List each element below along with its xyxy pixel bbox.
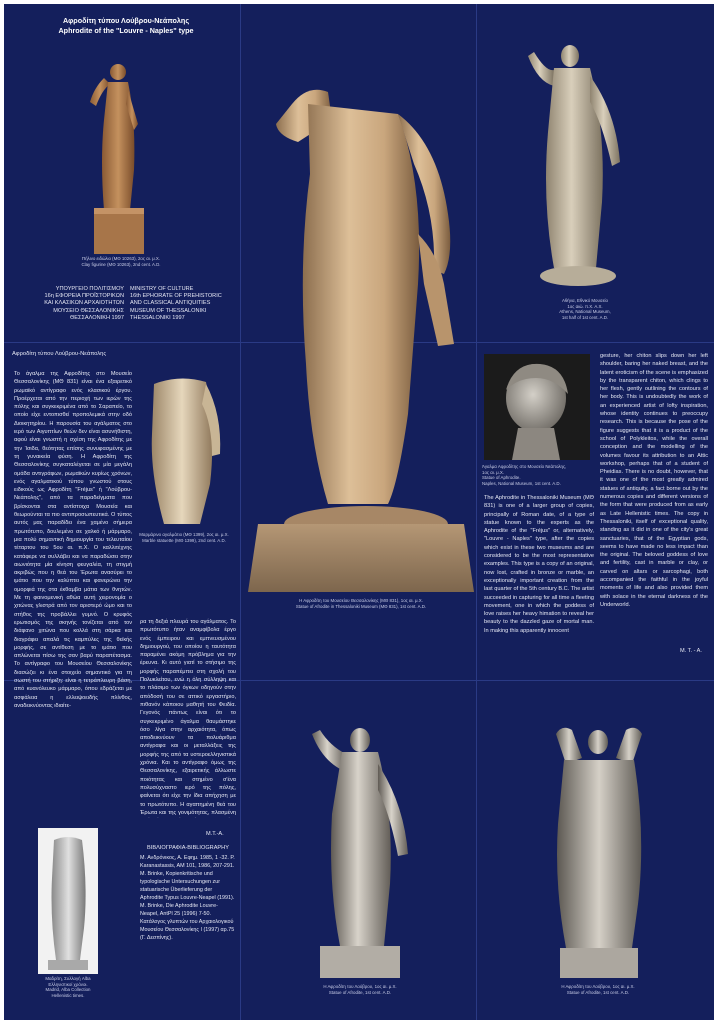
clay-figurine-caption: Πήλινο ειδώλιο (ΜΘ 10263), 2ος αι. μ.Χ. Clay figurine (MΘ 10263), 2nd cent. A.D. bbox=[81, 256, 161, 267]
louvre-statue-2-icon bbox=[542, 724, 656, 980]
thessaloniki-statue-icon bbox=[248, 84, 474, 592]
naples-head-photo bbox=[484, 354, 590, 460]
louvre-statue-1-caption: Η Αφροδίτη του Λούβρου, 1ος αι. μ.Χ. Statue of Afrodite, 1st cent. A.D. bbox=[323, 984, 397, 995]
louvre-statue-1-icon bbox=[300, 724, 418, 980]
marble-statuette-caption: Μαρμάρινο αγαλμάτιο (ΜΘ 1399), 2ος αι. μ.Χ. Marble statuette (MΘ 1399), 2nd cent. A.D. bbox=[139, 532, 229, 543]
louvre-statue-2-image bbox=[542, 724, 656, 980]
louvre-statue-2-caption: Η Αφροδίτη του Λούβρου, 1ος αι. μ.Χ. Statue of Afrodite, 1st cent. A.D. bbox=[561, 984, 635, 995]
leaflet-sheet bbox=[4, 4, 714, 1020]
ministry-english: MINISTRY OF CULTURE 16th EPHORATE OF PREHISTORIC AND CLASSICAL ANTIQUITIES MUSEUM OF THESSALONIKI THESSALONIKI 1997 bbox=[130, 286, 222, 321]
leaflet-title bbox=[12, 16, 240, 36]
marble-head-icon bbox=[484, 354, 590, 460]
clay-figurine-image bbox=[82, 60, 152, 254]
thessaloniki-statue-image bbox=[248, 84, 474, 592]
ministry-greek: ΥΠΟΥΡΓΕΙΟ ΠΟΛΙΤΙΣΜΟΥ 16η ΕΦΟΡΕΙΑ ΠΡΟΪΣΤΟΡΙΚΩΝ ΚΑΙ ΚΛΑΣΙΚΩΝ ΑΡΧΑΙΟΤΗΤΩΝ ΜΟΥΣΕΙΟ ΘΕΣΣΑΛΟΝΙΚΗΣ ΘΕΣΣΑΛΟΝΙΚΗ 1997 bbox=[44, 286, 124, 321]
title-greek: Αφροδίτη τύπου Λούβρου-Νεάπολης bbox=[62, 16, 190, 25]
louvre-statue-1-image bbox=[300, 724, 418, 980]
athens-statue-caption: Αθήνα, Εθνικό Μουσείο 1ος αιώ. π.Χ. Α.Χ. Athens, National Museum, 1st half of 1st cent. A.D. bbox=[559, 298, 611, 320]
alba-statue-caption: Μαδρίτη, Συλλογή Alba Ελληνιστικοί χρόνοι. Madrid, Alba Collection Hellenistic times. bbox=[45, 976, 91, 998]
athens-statue-icon bbox=[520, 42, 632, 294]
greek-text-column-2: ρα τη δεξιά πλευρά του αγάλματος. Το πρωτότυπο ήταν αναμφίβολα έργο ενός έμπειρου και εμπνευσμένου δημιουργού, του οποίου η ταυτότητα παραμένει ακόμη πρόβλημα για την έρευνα. Κι αυτό γιατί το στήσιμο της μορφής παραπέμπει στη σχολή του Πολυκλείτου, ενώ η όλη σύλληψη και το πλάσιμο των όγκων οδηγούν στην απόδοσή του σε αττικό εργαστήριο, πιθανόν κάποιου μαθητή του Φειδία. Γεγονός πάντως είναι ότι το συγκεκριμένο άγαλμα θαυμάστηκε όσο λίγα στην αρχαιότητα, όπως αποδεικνύουν τα πολυάριθμα αντίγραφα και οι μεταλλάξεις της μορφής της από τα υστεροελληνιστικά χρόνια. Και το αντίγραφο όμως της Θεσσαλονίκης, εξαιρετικής άλλωστε ποιότητας και στημένο σ'ένα πολυσύχναστο ιερό της πόλης, φαίνεται ότι είχε την ίδια απήχηση με το πρωτότυπο. Η αγαπημένη θεά του Έρωτα και της γονιμότητας, πλασμένη bbox=[140, 619, 236, 816]
marble-statuette-image bbox=[140, 374, 226, 528]
alba-statue-photo bbox=[38, 828, 98, 974]
greek-text-signature: Μ.Τ.-Α. bbox=[206, 831, 224, 837]
greek-text-heading: Αφροδίτη τύπου Λούβρου-Νεάπολης bbox=[12, 351, 107, 357]
alba-statue-icon bbox=[38, 828, 98, 974]
english-text-column-1: The Aphrodite in Thessaloniki Museum (MΘ 831) is one of a larger group of copies, principally of Roman date, of a type of statue known to the experts as the Aphrodite of the "Fréjus" or, alternatively, "Louvre - Naples" type, after the copies which exist in these two museums and are considered to be the most representative examples. This type is a copy of an original, now lost, crafted in bronze or marble, an exceptionally important creation from the last quarter of the 5th century B.C. The artist succeeded in capturing for all time a fleeting movement, one in which the goddess of love raises her heavy himation to reveal her beauty to the dazzled gaze of mortal man. In making this apparently innocent bbox=[484, 495, 594, 634]
title-english: Aphrodite of the "Louvre - Naples" type bbox=[58, 26, 194, 35]
bibliography-heading: ΒΙΒΛΙΟΓΡΑΦΙΑ-BIBLIOGRAPHY bbox=[147, 845, 229, 851]
thessaloniki-statue-caption: Η Αφροδίτη του Μουσείου Θεσσαλονίκης (ΜΘ 831), 1ος αι. μ.Χ. Statue of Afrodite in Thessaloniki Museum (MΘ 831), 1st cent. A.D. bbox=[295, 598, 427, 609]
fold-line bbox=[240, 4, 241, 1020]
athens-statue-image bbox=[520, 42, 632, 294]
marble-statuette-icon bbox=[140, 374, 226, 528]
greek-text-column-1: Το άγαλμα της Αφροδίτης στο Μουσείο Θεσσαλονίκης (ΜΘ 831) είναι ένα εξαιρετικό ρωμαϊκό αντίγραφο ενός κλασικού έργου. Προέρχεται από την περιοχή των ιερών της πόλης και συγκεκριμένα από το Σαραπείο, το οποίο είχε εντοπισθεί προπολεμικά στην οδό Διοικητηρίου. Η παρουσία του αγάλματος στο ιερό των Αιγυπτίων θεών δεν είναι ασυνήθιστη, αφού είναι γνωστή η σχέση της Αφροδίτης με την Ίσιδα, θεότητας επίσης συνυφασμένης με τη γυναικεία φύση. Η Αφροδίτη της Θεσσαλονίκης συγκαταλέγεται σε μία μεγάλη ομάδα αντιγράφων, ρωμαϊκών κυρίως χρόνων, ενός αγαλματικού τύπου γνωστού στους ειδικούς ως Αφροδίτη "Fréjus" ή "Λούβρου-Νεάπολης", από τα παραδείγματα που βρίσκονται στα αντίστοιχα Μουσεία και θεωρούνται τα πιο αντιπροσωπευτικά. Ο τύπος αυτός μας παραδίδει ένα χαμένο σήμερα πρωτότυπο, δουλεμένο σε χαλκό ή μάρμαρο, μια πολύ σημαντική δημιουργία του τελευταίου τέταρτου του 5ου αι. π.Χ. Ο καλλιτέχνης κατάφερε να συλλάβει και να παραδώσει στην αιωνιότητα μία κίνηση φευγαλέα, τη στιγμή ακριβώς που η θεά του Έρωτα ανασύρει το ιμάτιο που την καλύπτει και φανερώνει την ομορφιά της στα έκθαμβα μάτια των θνητών. Με τη φαινομενική αθώα αυτή χειρονομία ο χιτώνας γλιστρά από τον αριστερό ώμο και το στήθος της προβάλλει γυμνό. Ο κρυφός ερωτισμός της σκηνής τονίζεται από τον διάφανο χιτώνα που κολλά στη σάρκα και διαγράφει απαλά τις καμπύλες της θεϊκής μορφής, σε αντίθεση με το ιμάτιο που απλώνεται πίσω της σαν βαρύ παραπέτασμα. Το αντίγραφο του Μουσείου Θεσσαλονίκης διασώζει κι ένα στοιχείο σημαντικό για τη σωστή του στήριξη: είναι η τετράπλευρη βάση, από κυανόλευκο μάρμαρο, όπου εδράζεται με ασφάλεια η ελλειψοειδής πλίνθος, αναδεικνύοντας ιδιαίτε- bbox=[14, 371, 132, 709]
fold-line bbox=[476, 4, 477, 1020]
bibliography-body: Μ. Ανδρόνικος, Α. Εφημ. 1985, 1 -32. P. Karanastassis, AM 101, 1986, 207-291. M. Brinke, Kopienkritische und typologische Untersuchungen zur statuarische Überlieferung der Aphrodite Typus Louvre-Neapel (1991). M. Brinke, Die Aphrodite Louvre-Neapel, AntPl 25 (1996) 7-50. Κατάλογος γλυπτών του Αρχαιολογικού Μουσείου Θεσσαλονίκης Ι (1997) αρ.75 (Γ. Δεσπίνης). bbox=[140, 855, 235, 941]
clay-figurine-icon bbox=[82, 60, 152, 254]
naples-head-caption: Άγαλμα Αφροδίτης στο Μουσείο Νεάπολης, 1ος αι. μ.Χ. Statue of Aphrodite. Naples, National Museum, 1st cent. A.D. bbox=[482, 464, 567, 486]
english-text-signature: M. T. - A. bbox=[680, 648, 702, 654]
english-text-column-2: gesture, her chiton slips down her left shoulder, baring her naked breast, and the latent eroticism of the scene is emphasized by the transparent chiton, which clings to her flesh, gently outlining the contours of her body. This is undoubtedly the work of an experienced artist of lofty inspiration, whose identity continues to preoccupy research. This is because the pose of the figure suggests that it is a product of the school of Polykleitos, while the overall conception and the modelling of the volumes favour its attribution to an Attic workshop, perhaps that of a student of Pheidias. There is no doubt, however, that it was one of the most greatly admired statues of antiquity, a fact borne out by the numerous copies and different versions of the form that were produced from as early as Late Hellenistic times. The copy in Thessaloniki, itself of exceptional quality, standing as it did in one of the city's great sanctuaries, that of the Egyptian gods, seems to have made no less impact than the original. The beloved goddess of love and fertility, cast in marble or clay, or carved on altars or sarcophagi, both accompanied the faithful in the joyful moments of life and also provided them with solace in the eternal darkness of the Underworld. bbox=[600, 353, 708, 608]
